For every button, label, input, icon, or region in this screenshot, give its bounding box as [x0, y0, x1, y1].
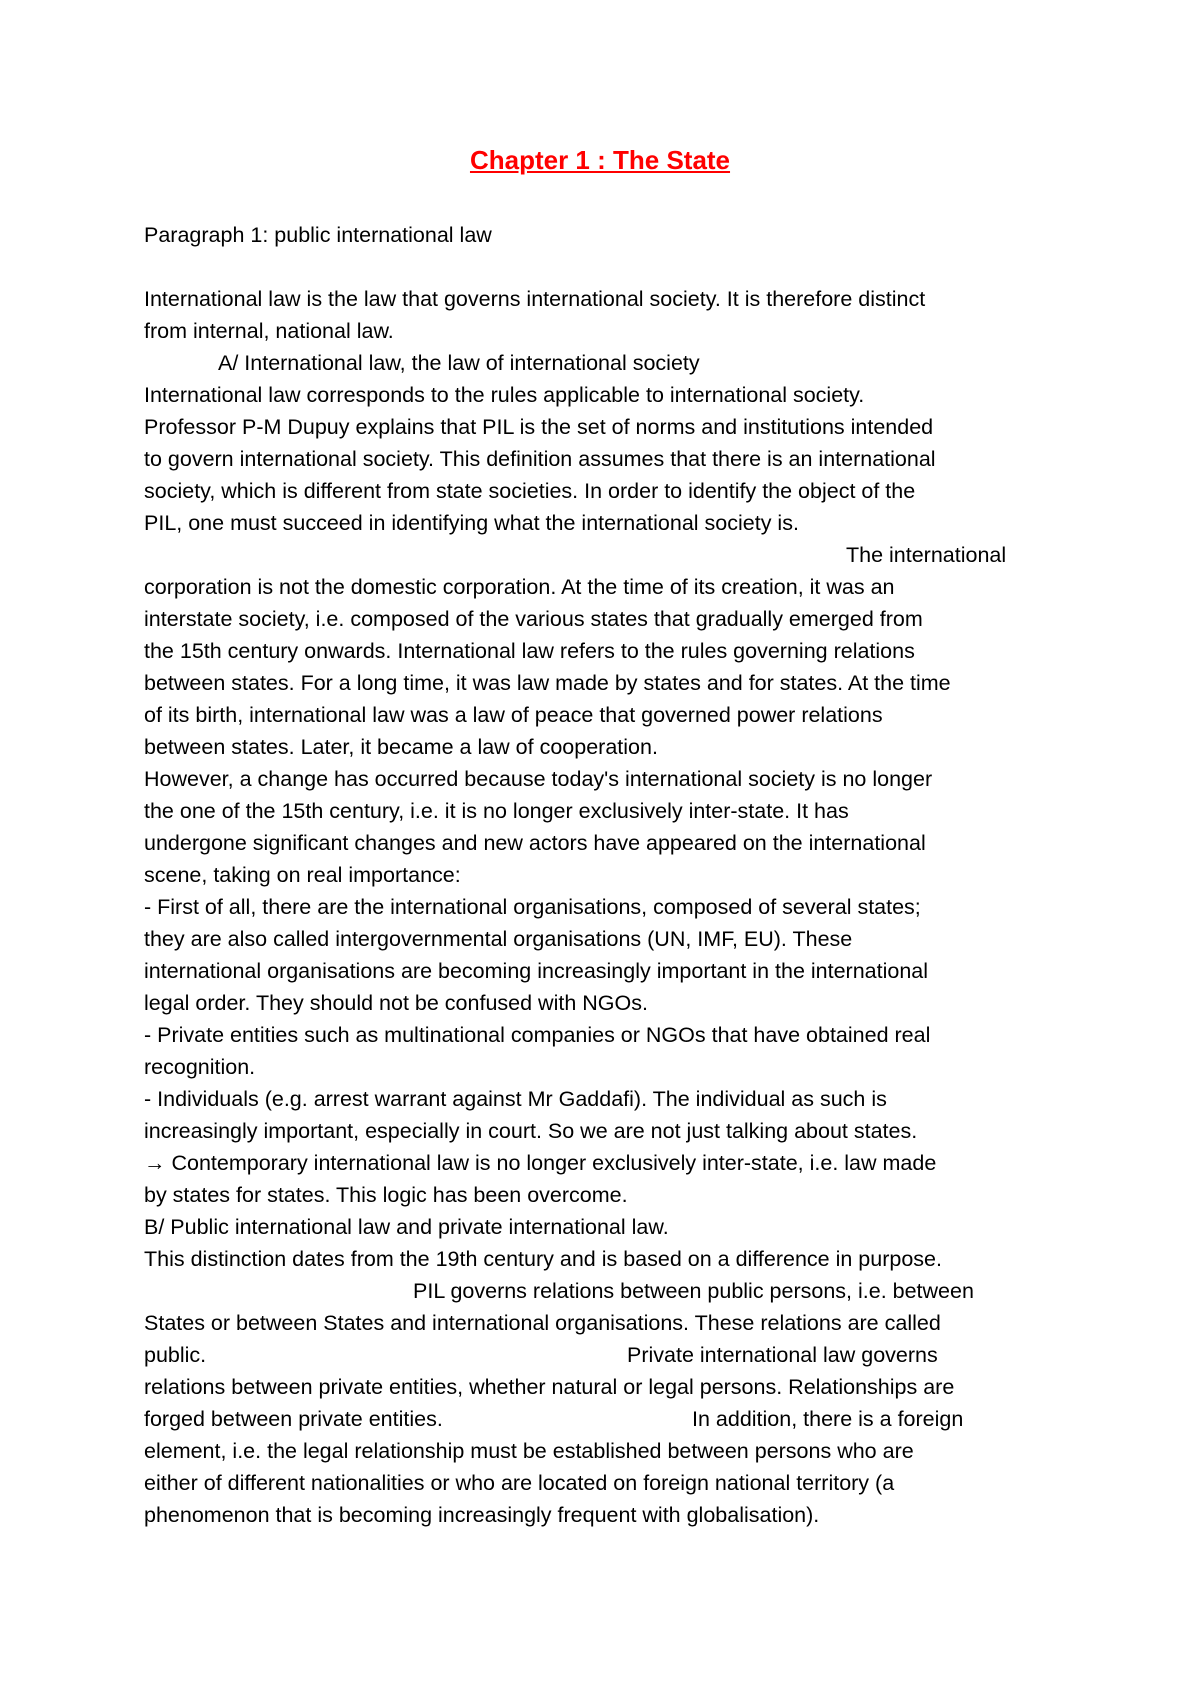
chapter-title: Chapter 1 : The State	[469, 145, 731, 175]
text-line: However, a change has occurred because today's international society is no longer	[144, 767, 933, 791]
text-line: society, which is different from state societies. In order to identify the object of the	[144, 479, 916, 503]
text-line: by states for states. This logic has been overcome.	[144, 1183, 628, 1207]
text-line: legal order. They should not be confused with NGOs.	[144, 991, 648, 1015]
text-line: the one of the 15th century, i.e. it is no longer exclusively inter-state. It has	[144, 799, 849, 823]
arrow-line: → Contemporary international law is no longer exclusively inter-state, i.e. law made	[144, 1151, 937, 1175]
text-line: of its birth, international law was a law of peace that governed power relations	[144, 703, 883, 727]
text-line: increasingly important, especially in court. So we are not just talking about states.	[144, 1119, 918, 1143]
text-line: either of different nationalities or who are located on foreign national territory (a	[144, 1471, 895, 1495]
text-line: International law is the law that governs international society. It is therefore distinct	[144, 287, 926, 311]
list-item-line: - Individuals (e.g. arrest warrant against Mr Gaddafi). The individual as such is	[144, 1087, 887, 1111]
list-item-line: - Private entities such as multinational companies or NGOs that have obtained real	[144, 1023, 931, 1047]
text-line: The international	[846, 543, 1007, 567]
text-line: undergone significant changes and new actors have appeared on the international	[144, 831, 926, 855]
text-line: PIL governs relations between public persons, i.e. between	[413, 1279, 974, 1303]
text-line: relations between private entities, whether natural or legal persons. Relationships are	[144, 1375, 955, 1399]
text-line: phenomenon that is becoming increasingly frequent with globalisation).	[144, 1503, 820, 1527]
text-line: States or between States and international organisations. These relations are called	[144, 1311, 941, 1335]
text-line: between states. For a long time, it was law made by states and for states. At the time	[144, 671, 951, 695]
text-line: In addition, there is a foreign	[692, 1407, 964, 1431]
text-line: scene, taking on real importance:	[144, 863, 461, 887]
text-line: corporation is not the domestic corporation. At the time of its creation, it was an	[144, 575, 895, 599]
text-line: Professor P-M Dupuy explains that PIL is the set of norms and institutions intended	[144, 415, 934, 439]
section-heading-a: A/ International law, the law of international society	[218, 351, 700, 375]
text-line: This distinction dates from the 19th century and is based on a difference in purpose.	[144, 1247, 942, 1271]
text-line: forged between private entities.	[144, 1407, 443, 1431]
text-line: from internal, national law.	[144, 319, 394, 343]
text-line: international organisations are becoming increasingly important in the international	[144, 959, 929, 983]
text-line: element, i.e. the legal relationship must be established between persons who are	[144, 1439, 914, 1463]
text-line: public.	[144, 1343, 207, 1367]
text-line: recognition.	[144, 1055, 256, 1079]
paragraph-heading: Paragraph 1: public international law	[144, 223, 492, 247]
text-line: International law corresponds to the rules applicable to international society.	[144, 383, 865, 407]
text-line: Private international law governs	[627, 1343, 938, 1367]
section-heading-b: B/ Public international law and private international law.	[144, 1215, 669, 1239]
text-line: the 15th century onwards. International law refers to the rules governing relations	[144, 639, 915, 663]
text-line: PIL, one must succeed in identifying what the international society is.	[144, 511, 799, 535]
text-line: they are also called intergovernmental organisations (UN, IMF, EU). These	[144, 927, 853, 951]
text-line: interstate society, i.e. composed of the various states that gradually emerged from	[144, 607, 923, 631]
list-item-line: - First of all, there are the international organisations, composed of several states;	[144, 895, 921, 919]
text-line: to govern international society. This definition assumes that there is an international	[144, 447, 936, 471]
text-line: between states. Later, it became a law of cooperation.	[144, 735, 658, 759]
